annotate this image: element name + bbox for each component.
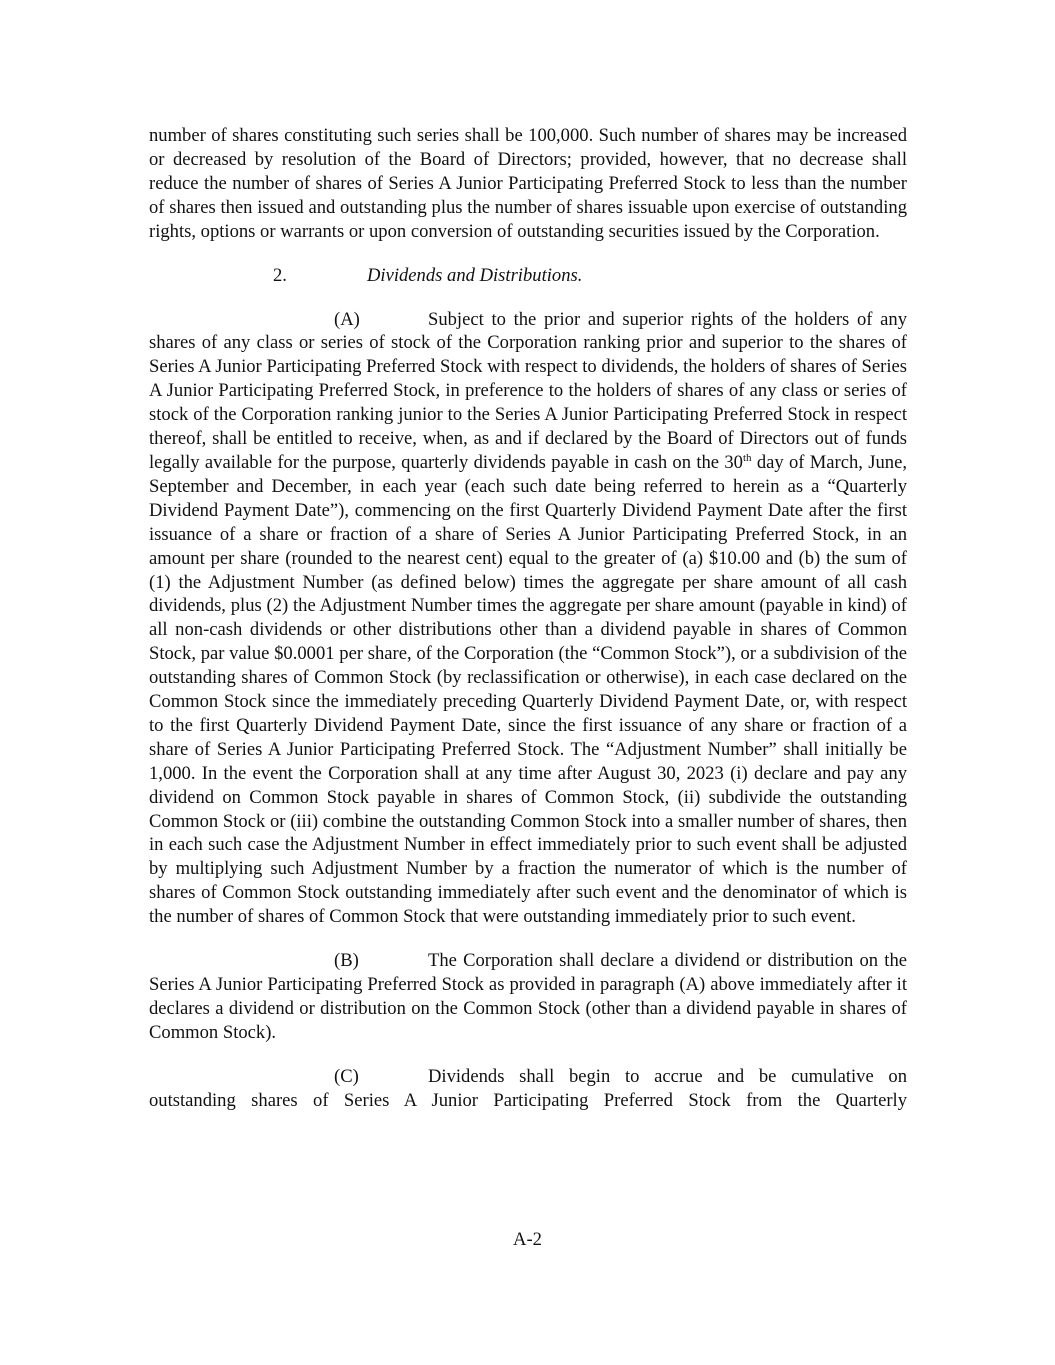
paragraph-c-label: (C) (334, 1065, 359, 1087)
paragraph-c (149, 1065, 907, 1113)
section-heading (149, 264, 907, 288)
paragraph-a-text-1: Subject to the prior and superior rights of the holders of any shares of any class or series of stock of the Corporation ranking prior and superior to the shares of Series A Junior Participating Preferred Stock with respect to dividends, the holders of shares of Series A Junior Participating Preferred Stock, in preference to the holders of shares of any class or series of stock of the Corporation ranking junior to the Series A Junior Participating Preferred Stock in respect thereof, shall be entitled to receive, when, as and if declared by the Board of Directors out of funds legally available for the purpose, quarterly dividends payable in cash on the 30 (149, 308, 907, 473)
paragraph-a-label: (A) (334, 308, 360, 330)
paragraph-a (149, 308, 907, 930)
page-number: A-2 (513, 1229, 542, 1250)
paragraph-b-label: (B) (334, 950, 359, 972)
paragraph-c-text: Dividends shall begin to accrue and be cumulative on outstanding shares of Series A Junior Participating Preferred Stock from the Quarterly (149, 1065, 907, 1111)
paragraph-b (149, 949, 907, 1045)
paragraph-a-superscript: th (742, 451, 752, 464)
section-number: 2. (273, 264, 287, 286)
paragraph-intro: number of shares constituting such series shall be 100,000. Such number of shares may be increased or decreased by resolution of the Board of Directors; provided, however, that no decrease shall reduce the number of shares of Series A Junior Participating Preferred Stock to less than the number of shares then issued and outstanding plus the number of shares issuable upon exercise of outstanding rights, options or warrants or upon conversion of outstanding securities issued by the Corporation. (149, 125, 907, 242)
paragraph-a-text-2: day of March, June, September and December, in each year (each such date being referred to herein as a “Quarterly Dividend Payment Date”), commencing on the first Quarterly Dividend Payment Date after the first issuance of a share or fraction of a share of Series A Junior Participating Preferred Stock, in an amount per share (rounded to the nearest cent) equal to the greater of (a) $10.00 and (b) the sum of (1) the Adjustment Number (as defined below) times the aggregate per share amount of all cash dividends, plus (2) the Adjustment Number times the aggregate per share amount (payable in kind) of all non-cash dividends or other distributions other than a dividend payable in shares of Common Stock, par value $0.0001 per share, of the Corporation (the “Common Stock”), or a subdivision of the outstanding shares of Common Stock (by reclassification or otherwise), in each case declared on the Common Stock since the immediately preceding Quarterly Dividend Payment Date, or, with respect to the first Quarterly Dividend Payment Date, since the first issuance of any share or fraction of a share of Series A Junior Participating Preferred Stock. The “Adjustment Number” shall initially be 1,000. In the event the Corporation shall at any time after August 30, 2023 (i) declare and pay any dividend on Common Stock payable in shares of Common Stock, (ii) subdivide the outstanding Common Stock or (iii) combine the outstanding Common Stock into a smaller number of shares, then in each such case the Adjustment Number in effect immediately prior to such event shall be adjusted by multiplying such Adjustment Number by a fraction the numerator of which is the number of shares of Common Stock outstanding immediately after such event and the denominator of which is the number of shares of Common Stock that were outstanding immediately prior to such event. (149, 451, 907, 928)
section-title: Dividends and Distributions. (367, 264, 583, 286)
paragraph-b-text: The Corporation shall declare a dividend or distribution on the Series A Junior Participating Preferred Stock as provided in paragraph (A) above immediately after it declares a dividend or distribution on the Common Stock (other than a dividend payable in shares of Common Stock). (149, 950, 907, 1043)
document-body (149, 124, 907, 1113)
